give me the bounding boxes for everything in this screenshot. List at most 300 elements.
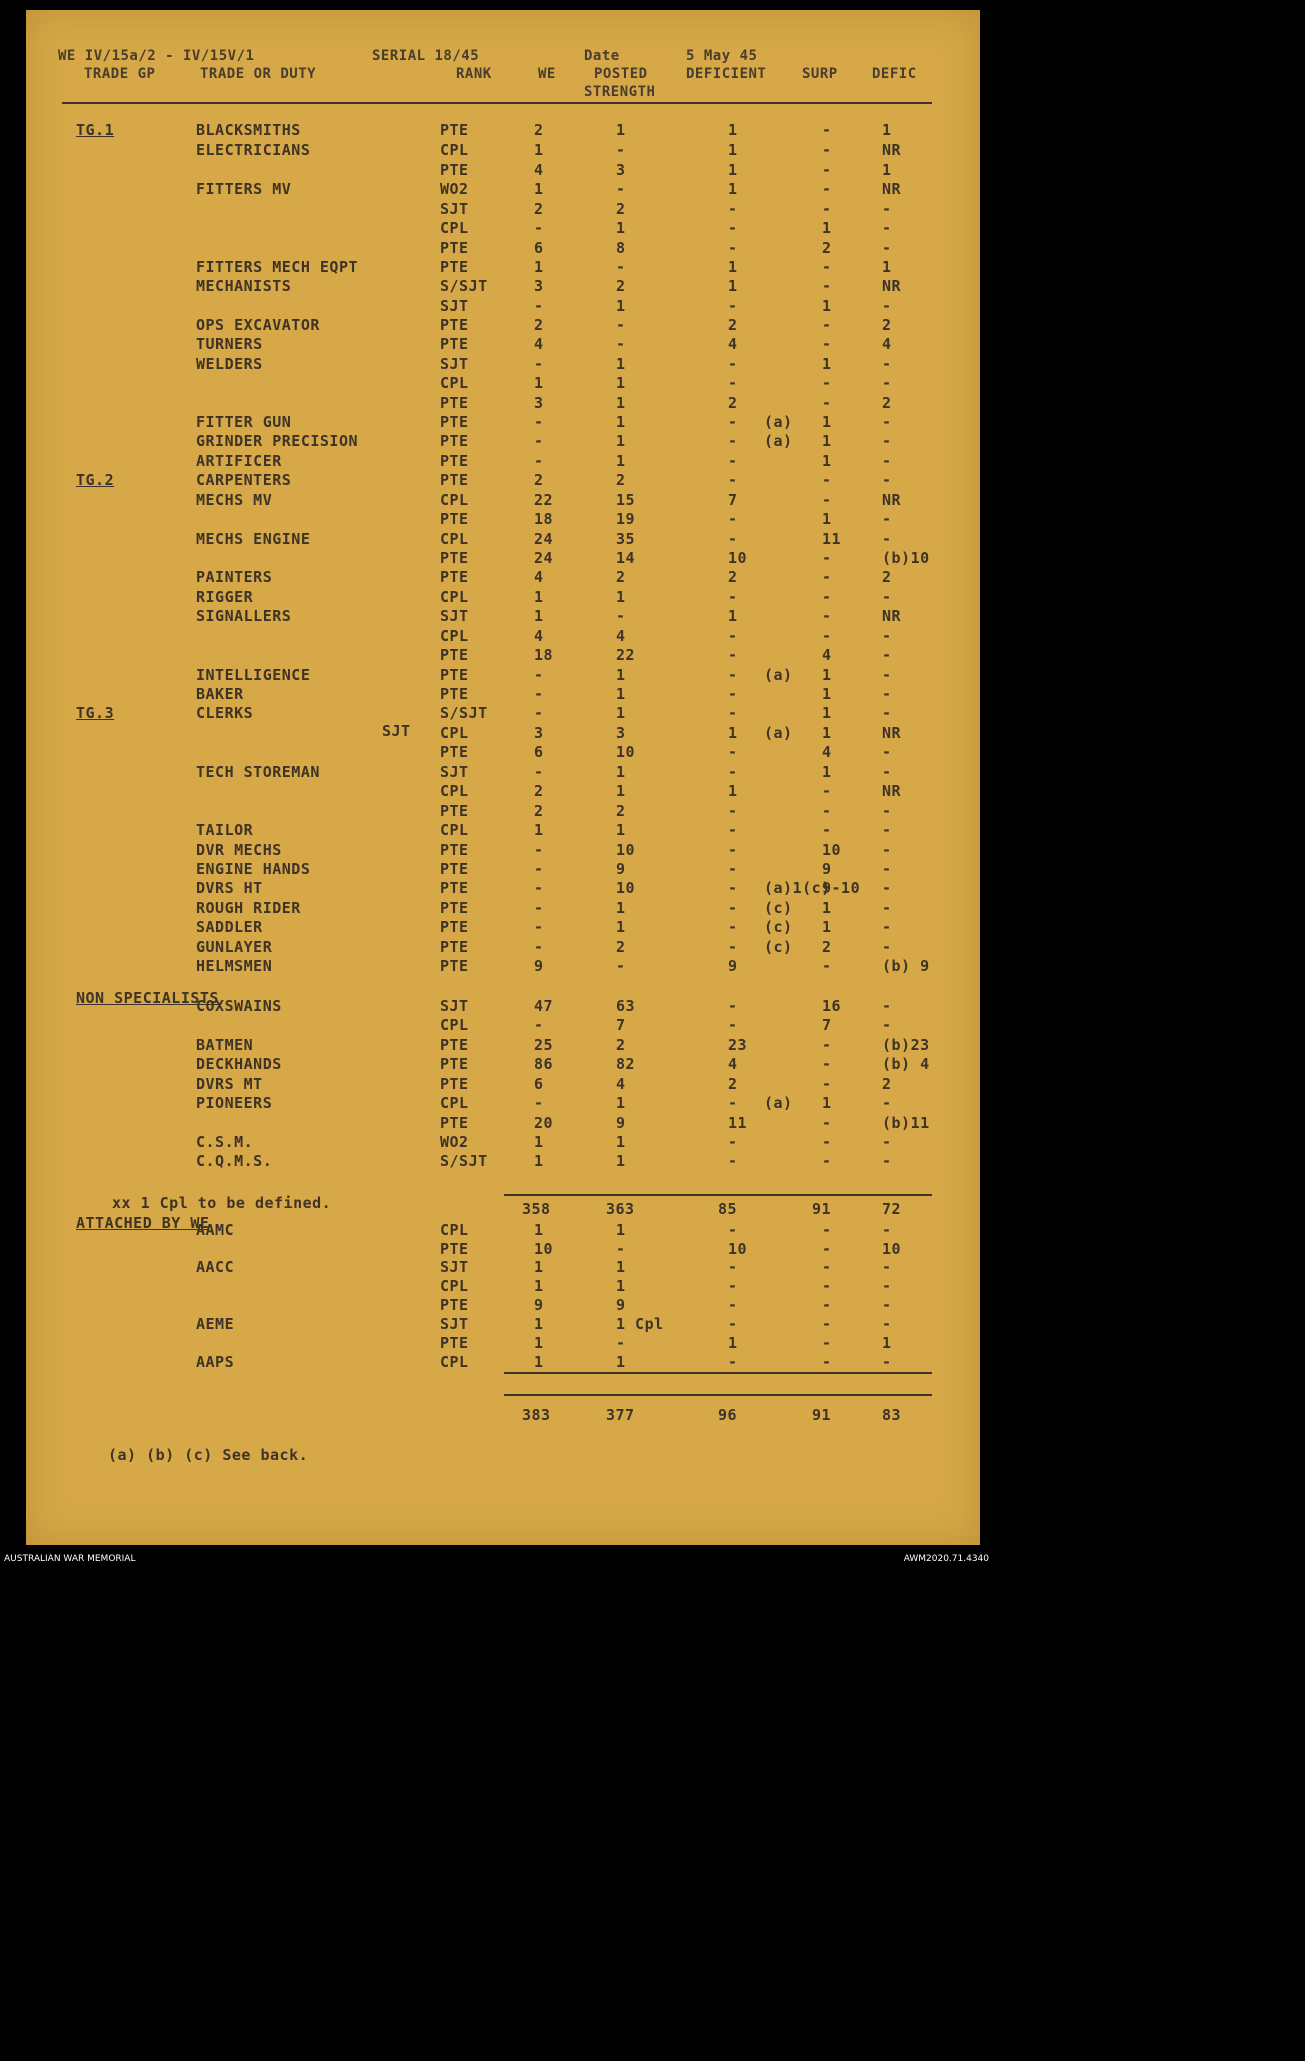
row-posted: 22	[616, 646, 636, 664]
row-deficient: 2	[728, 316, 738, 334]
row-defic: -	[882, 646, 892, 664]
subtotal-deficient: 85	[718, 1200, 738, 1218]
row-rank: CPL	[440, 1353, 469, 1371]
row-we: -	[534, 938, 544, 956]
row-deficient: 2	[728, 1075, 738, 1093]
row-posted: 9	[616, 1296, 626, 1314]
row-we: -	[534, 355, 544, 373]
row-posted: 1	[616, 782, 626, 800]
col-we: WE	[538, 66, 556, 82]
subtotal-posted: 363	[606, 1200, 635, 1218]
row-deficient: -	[728, 1296, 738, 1314]
row-deficient: -	[728, 743, 738, 761]
row-surp: 1	[822, 413, 832, 431]
row-deficient: -	[728, 860, 738, 878]
row-deficient: -	[728, 1152, 738, 1170]
row-we: 22	[534, 491, 554, 509]
row-surp: -	[822, 1334, 832, 1352]
row-defic: -	[882, 588, 892, 606]
row-rank: PTE	[440, 957, 469, 975]
row-posted: 4	[616, 1075, 626, 1093]
row-posted: 9	[616, 1114, 626, 1132]
row-deficient: -	[728, 627, 738, 645]
row-we: 2	[534, 802, 544, 820]
row-surp: 10	[822, 841, 842, 859]
row-defic: 1	[882, 121, 892, 139]
row-surp: -	[822, 1353, 832, 1371]
total-surp: 91	[812, 1406, 832, 1424]
row-posted: 14	[616, 549, 636, 567]
row-deficient: 1	[728, 121, 738, 139]
row-defic: -	[882, 432, 892, 450]
row-deficient: -	[728, 471, 738, 489]
row-deficient: 10	[728, 549, 748, 567]
row-defic: (b)11	[882, 1114, 930, 1132]
row-defic: NR	[882, 141, 902, 159]
row-rank: S/SJT	[440, 1152, 488, 1170]
xx-note: xx 1 Cpl to be defined.	[112, 1194, 332, 1212]
row-surp: -	[822, 549, 832, 567]
row-rank: PTE	[440, 1055, 469, 1073]
row-rank: PTE	[440, 549, 469, 567]
row-posted: 10	[616, 841, 636, 859]
row-posted: 1	[616, 821, 626, 839]
row-rank: PTE	[440, 841, 469, 859]
row-surp: 1	[822, 763, 832, 781]
row-defic: -	[882, 471, 892, 489]
row-trade: DECKHANDS	[196, 1055, 282, 1073]
row-trade: RIGGER	[196, 588, 254, 606]
row-rank: PTE	[440, 860, 469, 878]
row-deficient: -	[728, 297, 738, 315]
row-we: 6	[534, 743, 544, 761]
total-deficient: 96	[718, 1406, 738, 1424]
row-deficient: -	[728, 1094, 738, 1112]
row-trade: AAMC	[196, 1221, 235, 1239]
row-we: 1	[534, 141, 544, 159]
row-posted: -	[616, 180, 626, 198]
row-posted: 1	[616, 432, 626, 450]
footnote: (a) (b) (c) See back.	[108, 1446, 309, 1464]
row-defic: -	[882, 704, 892, 722]
row-we: 1	[534, 180, 544, 198]
row-rank: PTE	[440, 646, 469, 664]
row-surp: -	[822, 1277, 832, 1295]
row-we: 18	[534, 510, 554, 528]
row-we: 1	[534, 1277, 544, 1295]
header-rule	[62, 102, 932, 104]
row-defic: 4	[882, 335, 892, 353]
row-surp: -	[822, 1114, 832, 1132]
row-trade: C.S.M.	[196, 1133, 254, 1151]
row-defic: -	[882, 1277, 892, 1295]
row-defic: 2	[882, 1075, 892, 1093]
row-we: 24	[534, 530, 554, 548]
row-deficient: 1	[728, 141, 738, 159]
row-defic: (b) 9	[882, 957, 930, 975]
row-defic: NR	[882, 180, 902, 198]
row-surp: -	[822, 1258, 832, 1276]
row-we: 25	[534, 1036, 554, 1054]
row-defic: -	[882, 1133, 892, 1151]
row-defic: -	[882, 413, 892, 431]
row-posted: 1	[616, 1353, 626, 1371]
row-we: 1	[534, 1315, 544, 1333]
row-trade: GRINDER PRECISION	[196, 432, 359, 450]
row-trade: AEME	[196, 1315, 235, 1333]
col-posted: POSTED	[594, 66, 648, 82]
row-defic: NR	[882, 491, 902, 509]
row-deficient: -	[728, 704, 738, 722]
row-we: 1	[534, 374, 544, 392]
row-we: 1	[534, 1334, 544, 1352]
row-deficient: 1	[728, 258, 738, 276]
row-note: (a)	[764, 432, 793, 450]
row-we: 1	[534, 1221, 544, 1239]
row-we: 9	[534, 1296, 544, 1314]
row-trade: ENGINE HANDS	[196, 860, 311, 878]
reference-number: WE IV/15a/2 - IV/15V/1	[58, 48, 255, 64]
row-surp: 1	[822, 918, 832, 936]
row-rank: SJT	[440, 1315, 469, 1333]
row-trade: FITTER GUN	[196, 413, 292, 431]
row-defic: -	[882, 841, 892, 859]
row-rank: PTE	[440, 1296, 469, 1314]
row-we: 24	[534, 549, 554, 567]
row-defic: (b) 4	[882, 1055, 930, 1073]
row-trade: WELDERS	[196, 355, 263, 373]
row-note: (c)	[764, 918, 793, 936]
row-surp: 1	[822, 432, 832, 450]
row-trade: PIONEERS	[196, 1094, 273, 1112]
row-trade: DVR MECHS	[196, 841, 282, 859]
row-posted: 1	[616, 219, 626, 237]
row-we: -	[534, 219, 544, 237]
row-posted: 2	[616, 802, 626, 820]
row-trade: COXSWAINS	[196, 997, 282, 1015]
row-note: (a)1(c)	[764, 879, 831, 897]
row-posted: 1	[616, 704, 626, 722]
total-rule-2	[504, 1394, 932, 1396]
row-surp: 1	[822, 297, 832, 315]
row-we: 86	[534, 1055, 554, 1073]
row-deficient: -	[728, 530, 738, 548]
row-we: -	[534, 918, 544, 936]
row-posted: 3	[616, 724, 626, 742]
row-we: -	[534, 1094, 544, 1112]
row-deficient: -	[728, 452, 738, 470]
row-defic: -	[882, 1094, 892, 1112]
row-trade: BAKER	[196, 685, 244, 703]
row-rank: CPL	[440, 141, 469, 159]
subtotal-defic: 72	[882, 1200, 902, 1218]
date-label: Date	[584, 48, 620, 64]
row-surp: -	[822, 802, 832, 820]
row-surp: -	[822, 316, 832, 334]
row-defic: -	[882, 452, 892, 470]
row-trade: SIGNALLERS	[196, 607, 292, 625]
row-trade: INTELLIGENCE	[196, 666, 311, 684]
row-posted: 1	[616, 355, 626, 373]
row-rank: PTE	[440, 568, 469, 586]
row-rank: CPL	[440, 219, 469, 237]
row-rank: SJT	[440, 355, 469, 373]
subtotal-surp: 91	[812, 1200, 832, 1218]
row-deficient: 10	[728, 1240, 748, 1258]
row-surp: -	[822, 1240, 832, 1258]
row-deficient: -	[728, 802, 738, 820]
row-surp: 1	[822, 704, 832, 722]
footer-bar	[0, 1550, 993, 1568]
row-we: 1	[534, 821, 544, 839]
row-we: 6	[534, 239, 544, 257]
row-rank: PTE	[440, 471, 469, 489]
row-rank: SJT	[440, 297, 469, 315]
row-trade: OPS EXCAVATOR	[196, 316, 320, 334]
row-defic: -	[882, 997, 892, 1015]
row-surp: -	[822, 471, 832, 489]
row-defic: -	[882, 627, 892, 645]
row-deficient: 1	[728, 724, 738, 742]
row-rank: PTE	[440, 394, 469, 412]
row-posted: -	[616, 1240, 626, 1258]
row-deficient: -	[728, 239, 738, 257]
row-posted: 1	[616, 666, 626, 684]
row-posted: 1	[616, 1152, 626, 1170]
row-note: (a)	[764, 1094, 793, 1112]
row-deficient: -	[728, 997, 738, 1015]
row-posted: 1	[616, 588, 626, 606]
row-surp: -	[822, 568, 832, 586]
row-posted: 2	[616, 277, 626, 295]
row-rank: PTE	[440, 161, 469, 179]
attached-heading: ATTACHED BY WE	[76, 1214, 210, 1232]
total-posted: 377	[606, 1406, 635, 1424]
total-rule-1	[504, 1372, 932, 1374]
row-surp: -	[822, 627, 832, 645]
row-we: 4	[534, 627, 544, 645]
row-deficient: -	[728, 219, 738, 237]
row-trade: MECHS MV	[196, 491, 273, 509]
row-defic: -	[882, 374, 892, 392]
row-deficient: -	[728, 685, 738, 703]
row-rank: PTE	[440, 879, 469, 897]
row-defic: -	[882, 1315, 892, 1333]
row-rank: CPL	[440, 627, 469, 645]
row-deficient: -	[728, 588, 738, 606]
row-we: 6	[534, 1075, 544, 1093]
row-rank: CPL	[440, 530, 469, 548]
row-deficient: -	[728, 841, 738, 859]
row-defic: NR	[882, 782, 902, 800]
row-note: (a)	[764, 724, 793, 742]
row-deficient: -	[728, 432, 738, 450]
row-surp: 7	[822, 1016, 832, 1034]
row-posted: 1	[616, 374, 626, 392]
row-defic: -	[882, 530, 892, 548]
row-rank: S/SJT	[440, 704, 488, 722]
row-defic: -	[882, 743, 892, 761]
row-deficient: -	[728, 879, 738, 897]
row-we: -	[534, 860, 544, 878]
row-deficient: -	[728, 374, 738, 392]
row-deficient: 1	[728, 277, 738, 295]
row-posted: 1	[616, 121, 626, 139]
row-we: 4	[534, 335, 544, 353]
row-rank: PTE	[440, 335, 469, 353]
row-we: 2	[534, 200, 544, 218]
row-posted: 1	[616, 297, 626, 315]
row-deficient: -	[728, 666, 738, 684]
row-rank: PTE	[440, 1240, 469, 1258]
row-deficient: 4	[728, 335, 738, 353]
row-defic: (b)10	[882, 549, 930, 567]
row-we: -	[534, 704, 544, 722]
row-surp: -	[822, 1133, 832, 1151]
row-deficient: 23	[728, 1036, 748, 1054]
row-defic: 1	[882, 258, 892, 276]
row-surp: 1	[822, 355, 832, 373]
row-rank: PTE	[440, 1334, 469, 1352]
row-deficient: 9	[728, 957, 738, 975]
row-surp: 1	[822, 724, 832, 742]
row-posted: 1	[616, 1094, 626, 1112]
row-posted: -	[616, 316, 626, 334]
row-defic: -	[882, 860, 892, 878]
row-rank: CPL	[440, 821, 469, 839]
document-page	[26, 10, 980, 1545]
row-defic: -	[882, 219, 892, 237]
row-posted: -	[616, 1334, 626, 1352]
row-defic: NR	[882, 277, 902, 295]
row-rank: PTE	[440, 938, 469, 956]
row-we: -	[534, 297, 544, 315]
row-we: 1	[534, 1258, 544, 1276]
row-posted: -	[616, 141, 626, 159]
row-surp: -	[822, 782, 832, 800]
row-rank: PTE	[440, 121, 469, 139]
row-posted: 1 Cpl	[616, 1315, 664, 1333]
row-trade: BLACKSMITHS	[196, 121, 301, 139]
col-trade: TRADE OR DUTY	[200, 66, 317, 82]
row-surp: -	[822, 394, 832, 412]
row-surp: -	[822, 1315, 832, 1333]
row-posted: -	[616, 957, 626, 975]
row-we: 2	[534, 316, 544, 334]
row-defic: 10	[882, 1240, 902, 1258]
serial-number: SERIAL 18/45	[372, 48, 480, 64]
row-deficient: 2	[728, 394, 738, 412]
row-trade-group: TG.1	[76, 121, 115, 139]
row-rank: PTE	[440, 918, 469, 936]
row-we: -	[534, 879, 544, 897]
row-posted: 9	[616, 860, 626, 878]
row-rank: PTE	[440, 452, 469, 470]
row-defic: 1	[882, 161, 892, 179]
row-rank: WO2	[440, 1133, 469, 1151]
row-deficient: -	[728, 938, 738, 956]
row-rank: SJT	[440, 200, 469, 218]
row-defic: 2	[882, 568, 892, 586]
total-defic: 83	[882, 1406, 902, 1424]
row-trade: MECHANISTS	[196, 277, 292, 295]
row-surp: -	[822, 1296, 832, 1314]
row-defic: 1	[882, 1334, 892, 1352]
row-we: 2	[534, 121, 544, 139]
row-posted: -	[616, 258, 626, 276]
row-we: -	[534, 763, 544, 781]
row-we: -	[534, 666, 544, 684]
row-posted: 2	[616, 938, 626, 956]
row-trade-group: TG.3	[76, 704, 115, 722]
row-defic: -	[882, 666, 892, 684]
row-rank: PTE	[440, 685, 469, 703]
row-rank: WO2	[440, 180, 469, 198]
row-surp: 1	[822, 219, 832, 237]
row-we: -	[534, 432, 544, 450]
row-posted: 10	[616, 879, 636, 897]
row-surp: -	[822, 588, 832, 606]
row-defic: -	[882, 821, 892, 839]
row-trade: DVRS HT	[196, 879, 263, 897]
row-we: 2	[534, 782, 544, 800]
row-surp: -	[822, 957, 832, 975]
row-rank: CPL	[440, 491, 469, 509]
row-we: 1	[534, 258, 544, 276]
row-surp: 16	[822, 997, 842, 1015]
row-defic: -	[882, 1016, 892, 1034]
footer-left: AUSTRALIAN WAR MEMORIAL	[4, 1554, 136, 1564]
row-rank: CPL	[440, 1094, 469, 1112]
row-posted: 1	[616, 1258, 626, 1276]
row-surp: 9	[822, 860, 832, 878]
row-posted: 7	[616, 1016, 626, 1034]
row-trade: TURNERS	[196, 335, 263, 353]
row-we: -	[534, 452, 544, 470]
row-rank: PTE	[440, 258, 469, 276]
clerks-sjt-note: SJT	[382, 722, 411, 740]
row-defic: -	[882, 685, 892, 703]
row-deficient: -	[728, 1221, 738, 1239]
row-deficient: 4	[728, 1055, 738, 1073]
row-trade: ROUGH RIDER	[196, 899, 301, 917]
row-defic: -	[882, 510, 892, 528]
row-rank: PTE	[440, 666, 469, 684]
row-rank: SJT	[440, 607, 469, 625]
date-value: 5 May 45	[686, 48, 758, 64]
row-we: 20	[534, 1114, 554, 1132]
row-surp: 2	[822, 938, 832, 956]
row-trade: FITTERS MECH EQPT	[196, 258, 359, 276]
row-posted: 63	[616, 997, 636, 1015]
row-trade-group: TG.2	[76, 471, 115, 489]
row-we: -	[534, 899, 544, 917]
row-defic: -	[882, 918, 892, 936]
row-defic: -	[882, 879, 892, 897]
row-surp: 4	[822, 646, 832, 664]
row-posted: 1	[616, 452, 626, 470]
row-deficient: 1	[728, 180, 738, 198]
row-rank: S/SJT	[440, 277, 488, 295]
row-deficient: -	[728, 510, 738, 528]
row-deficient: -	[728, 1277, 738, 1295]
row-defic: -	[882, 239, 892, 257]
row-trade: AACC	[196, 1258, 235, 1276]
subtotal-rule	[504, 1194, 932, 1196]
row-we: 2	[534, 471, 544, 489]
row-surp: -	[822, 374, 832, 392]
row-rank: SJT	[440, 763, 469, 781]
